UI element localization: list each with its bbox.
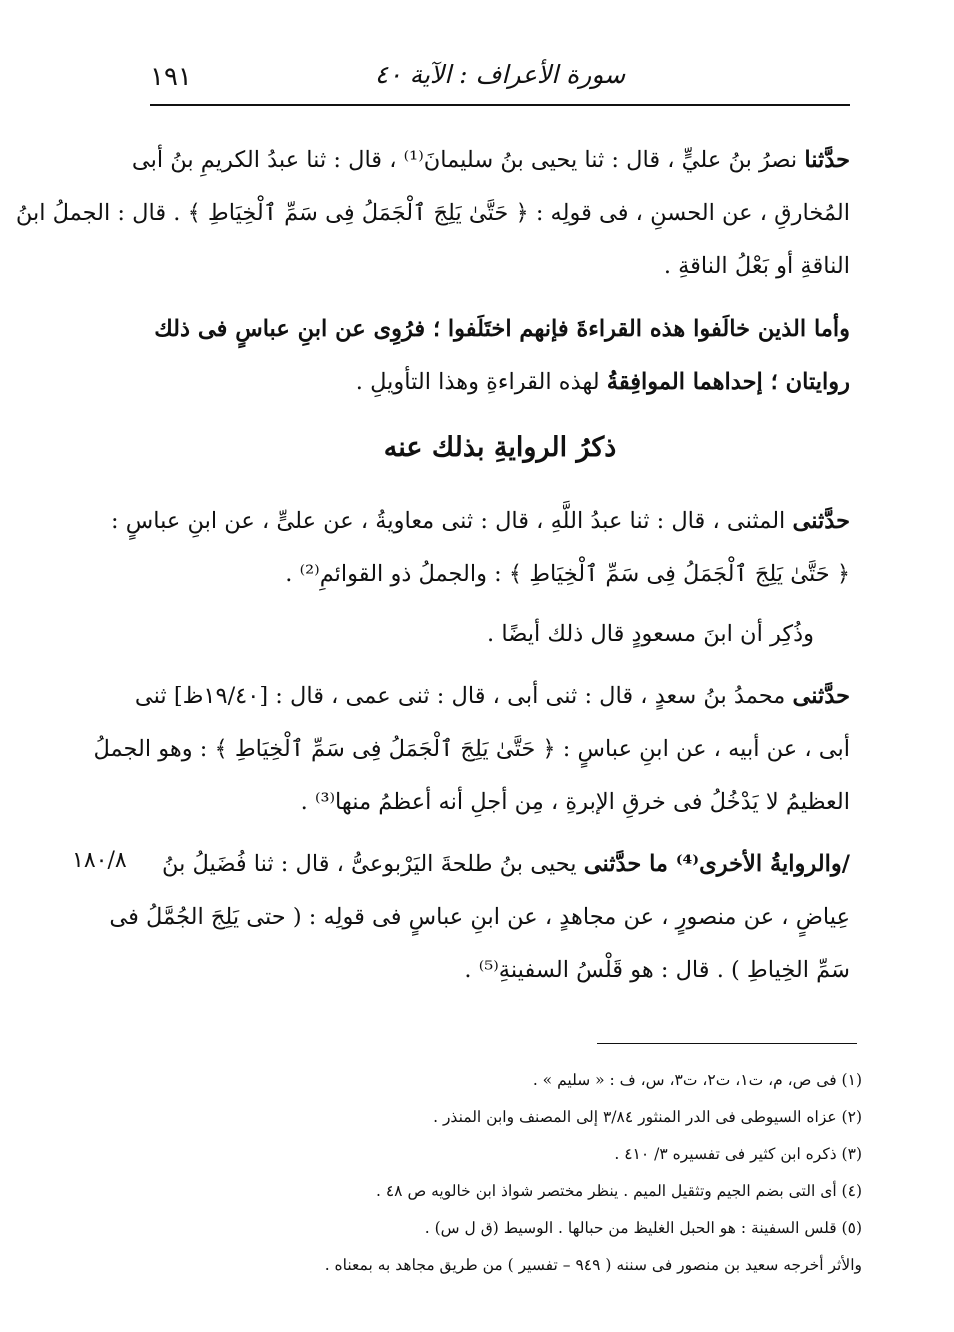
paragraph-lead: حدَّثنا — [804, 147, 850, 173]
paragraph-1 — [15, 134, 850, 293]
paragraph-lead: حدَّثنى — [792, 508, 850, 534]
line-text: المثنى ، قال : ثنا عبدُ اللَّهِ ، قال : ثنى معاويةُ ، عن علىٍّ ، عن ابنِ عباسٍ : — [111, 508, 786, 534]
text-line — [150, 838, 850, 891]
footnote-1: (١) فى ص، م، ت١، ت٢، ت٣، س، ف : « سليم » . — [532, 1071, 862, 1089]
paragraph-lead: حدَّثنى — [792, 683, 850, 709]
header-rule — [150, 104, 850, 106]
paragraph-6 — [109, 838, 850, 997]
footnote-5: (٥) قلس السفينة : هو الحبل الغليظ من حبالها . الوسيط (ق ل س) . — [424, 1219, 862, 1237]
text-line: المُخارقِ ، عن الحسنِ ، فى قولِه : ﴿ حَتَّىٰ يَلِجَ ٱلْجَمَلُ فِى سَمِّ ٱلْخِيَاطِ ﴾ . قال : الجملُ ابنُ — [15, 200, 850, 226]
paragraph-3 — [111, 495, 850, 601]
running-title: سورة الأعراف : الآية ٤٠ — [374, 60, 626, 89]
text-line — [111, 495, 850, 548]
text-line: وأما الذين خالَفوا هذه القراءةَ فإنهم اختَلَفوا ؛ فرُوِى عن ابنِ عباسٍ فى ذلك — [154, 316, 850, 342]
footnote-rule — [597, 1043, 857, 1044]
paragraph-4 — [150, 608, 850, 661]
line-text: لهذه القراءةِ وهذا التأويلِ . — [355, 369, 600, 395]
bold-phrase: روايتان ؛ إحداهما الموافِقةُ — [606, 369, 850, 395]
paragraph-2 — [150, 303, 850, 409]
line-text: محمدُ بنُ سعدٍ ، قال : ثنى أبى ، قال : ثنى عمى ، قال : [١٩/٤٠ظ] ثنى — [134, 683, 786, 709]
text-line — [150, 356, 850, 409]
section-heading: ذكرُ الروايةِ بذلك عنه — [383, 432, 617, 463]
footnote-4: (٤) أى التى بضم الجيم وتثقيل الميم . ينظر مختصر شواذ ابن خالويه ص ٤٨ . — [376, 1182, 862, 1200]
text-line: سَمِّ الخِياطِ ) . قال : هو قَلْسُ السفينةِ⁽⁵⁾ . — [464, 957, 850, 983]
footnote-note: والأثر أخرجه سعيد بن منصور فى سننه ( ٩٤٩ – تفسير ) من طريق مجاهد به بمعناه . — [324, 1256, 862, 1274]
text-line — [131, 134, 850, 187]
line-text: يحيى بنُ طلحةَ اليَرْبوعىُّ ، قال : ثنا فُضَيلُ بنُ — [161, 851, 577, 877]
text-line: وذُكِر أن ابنَ مسعودٍ قال ذلك أيضًا . — [487, 621, 814, 647]
footnote-3: (٣) ذكره ابن كثير فى تفسيره ٣/ ٤١٠ . — [614, 1145, 862, 1163]
paragraph-5 — [93, 670, 850, 829]
page-number: ١٩١ — [150, 62, 192, 92]
text-line: العظيمُ لا يَدْخُلُ فى خرقِ الإبرةِ ، مِن أجلِ أنه أعظمُ منها⁽³⁾ . — [300, 789, 850, 815]
page-header — [150, 58, 850, 102]
text-line: ﴿ حَتَّىٰ يَلِجَ ٱلْجَمَلُ فِى سَمِّ ٱلْخِيَاطِ ﴾ : والجملُ ذو القوائمِ⁽²⁾ . — [285, 561, 850, 587]
footnotes — [150, 1062, 862, 1284]
text-line: الناقةِ أو بَعْلُ الناقةِ . — [663, 253, 850, 279]
text-line — [134, 670, 850, 723]
footnote-2: (٢) عزاه السيوطى فى الدر المنثور ٣/٨٤ إلى المصنف وابن المنذر . — [433, 1108, 862, 1126]
text-line: عِياضٍ ، عن منصورٍ ، عن مجاهدٍ ، عن ابنِ عباسٍ فى قولِه : ( حتى يَلِجَ الجُمَّلُ فى — [109, 904, 850, 930]
text-line: أبى ، عن أبيه ، عن ابنِ عباسٍ : ﴿ حَتَّىٰ يَلِجَ ٱلْجَمَلُ فِى سَمِّ ٱلْخِيَاطِ ﴾ : وهو الجملُ — [93, 736, 850, 762]
line-text: نصرُ بنُ عليٍّ ، قال : ثنا يحيى بنُ سليمانَ⁽¹⁾ ، قال : ثنا عبدُ الكريمِ بنُ أبى — [131, 147, 798, 173]
paragraph-lead: /والروايةُ الأخرى⁽⁴⁾ ما حدَّثنى — [583, 851, 850, 877]
margin-reference: ١٨٠/٨ — [72, 848, 127, 873]
